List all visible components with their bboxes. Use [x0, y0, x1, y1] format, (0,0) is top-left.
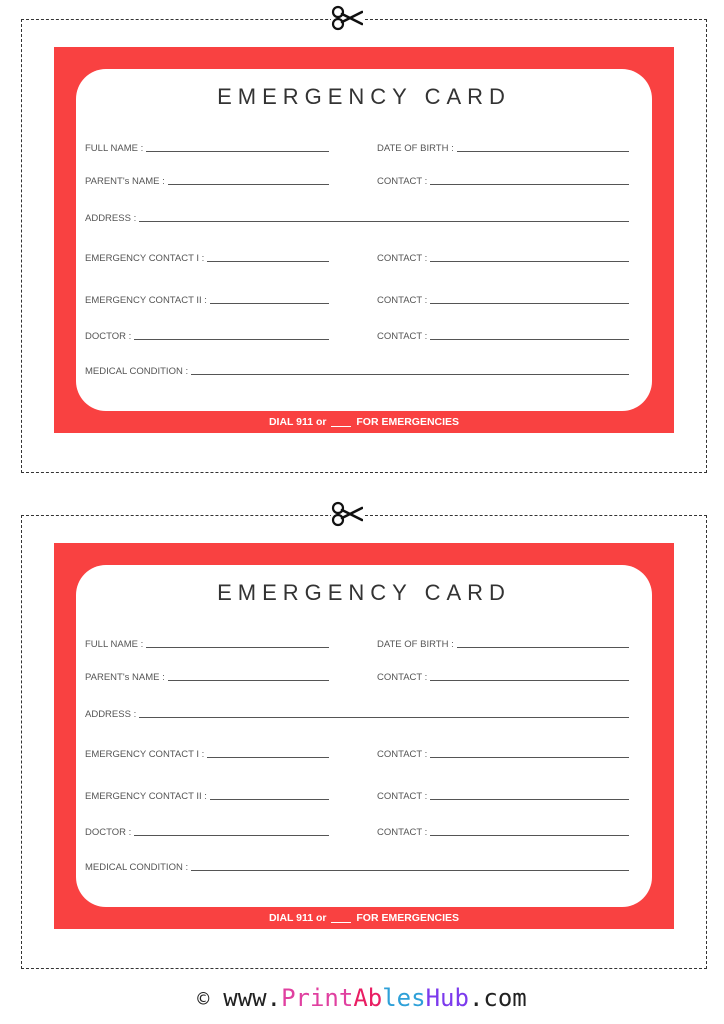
- field-label: CONTACT :: [377, 295, 428, 306]
- field-line: [168, 680, 329, 681]
- copyright-prefix: www.: [223, 984, 282, 1012]
- field-line: [457, 151, 629, 152]
- full-name-field[interactable]: [85, 635, 329, 651]
- date-of-birth-field[interactable]: [377, 635, 629, 651]
- field-label: CONTACT :: [377, 749, 428, 760]
- card-footer: [54, 416, 674, 428]
- field-line: [430, 303, 629, 304]
- field-label: EMERGENCY CONTACT II :: [85, 791, 207, 802]
- emergency-card: [54, 543, 674, 929]
- field-label: CONTACT :: [377, 176, 428, 187]
- field-line: [430, 799, 629, 800]
- medical-condition-field[interactable]: [85, 858, 629, 874]
- emergency-contact-1-field[interactable]: [85, 745, 329, 761]
- field-line: [134, 339, 329, 340]
- emergency-contact-2-contact-field[interactable]: [377, 787, 629, 803]
- copyright-brand: [281, 984, 469, 1012]
- card-form-area: [76, 69, 652, 411]
- emergency-contact-1-contact-field[interactable]: [377, 249, 629, 265]
- field-label: DATE OF BIRTH :: [377, 143, 454, 154]
- field-label: DATE OF BIRTH :: [377, 639, 454, 650]
- emergency-contact-1-field[interactable]: [85, 249, 329, 265]
- field-label: ADDRESS :: [85, 709, 137, 720]
- field-line: [191, 374, 629, 375]
- field-label: EMERGENCY CONTACT II :: [85, 295, 207, 306]
- field-line: [191, 870, 629, 871]
- field-line: [430, 184, 629, 185]
- copyright-suffix: .com: [468, 984, 527, 1012]
- field-line: [430, 339, 629, 340]
- date-of-birth-field[interactable]: [377, 139, 629, 155]
- field-label: CONTACT :: [377, 672, 428, 683]
- parent-contact-field[interactable]: [377, 172, 629, 188]
- field-label: CONTACT :: [377, 827, 428, 838]
- doctor-contact-field[interactable]: [377, 823, 629, 839]
- field-label: DOCTOR :: [85, 331, 132, 342]
- parent-contact-field[interactable]: [377, 668, 629, 684]
- field-line: [146, 151, 329, 152]
- doctor-contact-field[interactable]: [377, 327, 629, 343]
- footer-prefix: DIAL 911 or: [268, 416, 327, 428]
- brand-part: Ab: [353, 984, 383, 1012]
- card-title: EMERGENCY CARD: [217, 580, 511, 605]
- field-line: [139, 717, 629, 718]
- field-label: FULL NAME :: [85, 639, 144, 650]
- footer-blank-line: [331, 426, 351, 427]
- field-line: [207, 757, 329, 758]
- parent-name-field[interactable]: [85, 172, 329, 188]
- field-line: [207, 261, 329, 262]
- card-title: EMERGENCY CARD: [217, 84, 511, 109]
- footer-suffix: FOR EMERGENCIES: [356, 912, 460, 924]
- field-line: [210, 799, 329, 800]
- field-line: [139, 221, 629, 222]
- copyright-line: [0, 984, 724, 1012]
- full-name-field[interactable]: [85, 139, 329, 155]
- emergency-contact-1-contact-field[interactable]: [377, 745, 629, 761]
- field-label: PARENT's NAME :: [85, 176, 165, 187]
- field-line: [210, 303, 329, 304]
- field-label: CONTACT :: [377, 253, 428, 264]
- brand-part: Print: [281, 984, 354, 1012]
- field-label: MEDICAL CONDITION :: [85, 862, 189, 873]
- brand-part: Hub: [425, 984, 469, 1012]
- field-line: [146, 647, 329, 648]
- brand-part: les: [382, 984, 426, 1012]
- field-label: CONTACT :: [377, 331, 428, 342]
- field-label: EMERGENCY CONTACT I :: [85, 749, 205, 760]
- emergency-contact-2-contact-field[interactable]: [377, 291, 629, 307]
- field-label: DOCTOR :: [85, 827, 132, 838]
- field-label: ADDRESS :: [85, 213, 137, 224]
- scissors-icon: [331, 501, 363, 527]
- address-field[interactable]: [85, 705, 629, 721]
- footer-prefix: DIAL 911 or: [268, 912, 327, 924]
- field-line: [430, 835, 629, 836]
- field-line: [430, 680, 629, 681]
- scissors-icon: [331, 5, 363, 31]
- field-label: FULL NAME :: [85, 143, 144, 154]
- field-line: [430, 261, 629, 262]
- footer-blank-line: [331, 922, 351, 923]
- field-label: MEDICAL CONDITION :: [85, 366, 189, 377]
- field-line: [168, 184, 329, 185]
- field-label: CONTACT :: [377, 791, 428, 802]
- card-form-area: [76, 565, 652, 907]
- field-label: PARENT's NAME :: [85, 672, 165, 683]
- emergency-contact-2-field[interactable]: [85, 787, 329, 803]
- field-line: [457, 647, 629, 648]
- field-line: [134, 835, 329, 836]
- field-label: EMERGENCY CONTACT I :: [85, 253, 205, 264]
- emergency-contact-2-field[interactable]: [85, 291, 329, 307]
- address-field[interactable]: [85, 209, 629, 225]
- footer-suffix: FOR EMERGENCIES: [356, 416, 460, 428]
- card-footer: [54, 912, 674, 924]
- doctor-field[interactable]: [85, 823, 329, 839]
- doctor-field[interactable]: [85, 327, 329, 343]
- emergency-card: [54, 47, 674, 433]
- medical-condition-field[interactable]: [85, 362, 629, 378]
- field-line: [430, 757, 629, 758]
- parent-name-field[interactable]: [85, 668, 329, 684]
- copyright-icon: ©: [197, 987, 210, 1011]
